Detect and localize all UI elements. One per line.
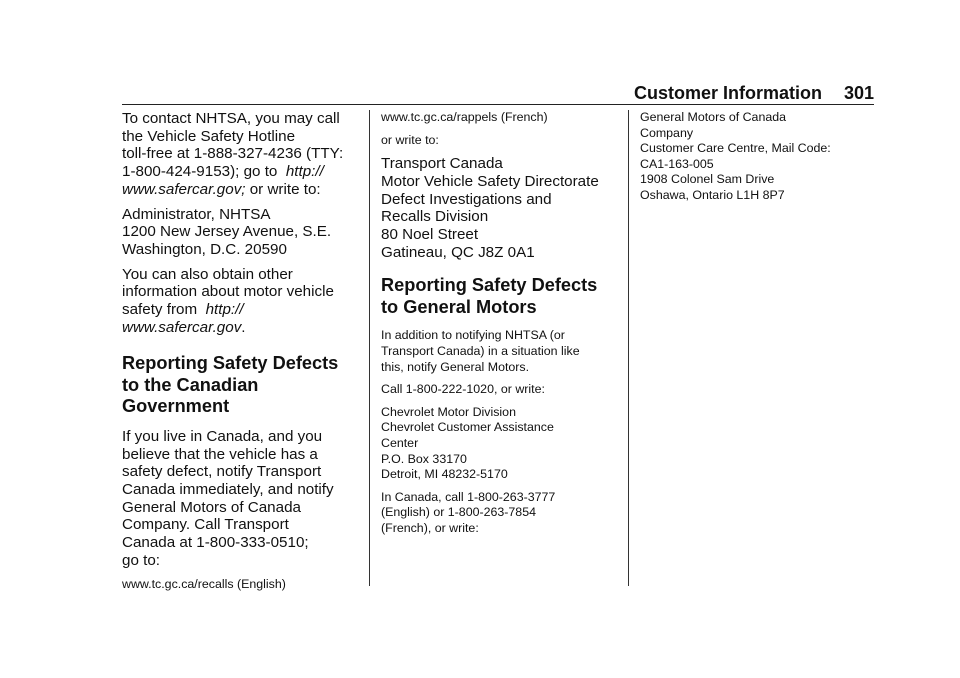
column-3 bbox=[640, 110, 876, 204]
gm-notify-paragraph: In addition to notifying NHTSA (or Transport Canada) in a situation like this, notify General Motors. bbox=[381, 328, 580, 374]
write-to-text: or write to: bbox=[381, 132, 439, 147]
gm-canada-address: General Motors of Canada Company Customer Care Centre, Mail Code: CA1-163-005 1908 Colonel Sam Drive Oshawa, Ontario L1H 8P7 bbox=[640, 110, 831, 202]
column-divider bbox=[628, 110, 629, 586]
chevrolet-address: Chevrolet Motor Division Chevrolet Customer Assistance Center P.O. Box 33170 Detroit, MI 48232-5170 bbox=[381, 404, 554, 482]
canada-paragraph: If you live in Canada, and you believe that the vehicle has a safety defect, notify Transport Canada immediately, and notify General Motors of Canada Company. Call Transport Canada at 1-800-333-0510; go to: bbox=[122, 427, 334, 569]
nhtsa-contact-paragraph: To contact NHTSA, you may call the Vehicle Safety Hotline toll-free at 1-888-327-4236 (TTY: 1-800-424-9153); go to http:// www.safercar.gov; or write to: bbox=[122, 110, 344, 198]
safercar-link[interactable]: http:// bbox=[285, 163, 324, 181]
nhtsa-address: Administrator, NHTSA 1200 New Jersey Avenue, S.E. Washington, D.C. 20590 bbox=[122, 205, 332, 258]
column-2 bbox=[381, 110, 617, 537]
safercar-link[interactable]: www.safercar.gov bbox=[122, 318, 242, 336]
gm-call-text: Call 1-800-222-1020, or write: bbox=[381, 382, 545, 397]
safercar-link[interactable]: http:// bbox=[205, 301, 244, 319]
canada-call-paragraph: In Canada, call 1-800-263-3777 (English) or 1-800-263-7854 (French), or write: bbox=[381, 489, 556, 535]
transport-canada-address: Transport Canada Motor Vehicle Safety Directorate Defect Investigations and Recalls Division 80 Noel Street Gatineau, QC J8Z 0A1 bbox=[381, 155, 599, 261]
rappels-french-url: www.tc.gc.ca/rappels (French) bbox=[381, 110, 548, 124]
gm-section-heading: Reporting Safety Defects to General Motors bbox=[381, 275, 598, 317]
other-info-paragraph: You can also obtain other information about motor vehicle safety from http:// www.safercar.gov. bbox=[122, 265, 334, 336]
page-number: 301 bbox=[843, 83, 874, 103]
column-divider bbox=[369, 110, 370, 586]
canada-section-heading: Reporting Safety Defects to the Canadian Government bbox=[122, 353, 339, 417]
section-title: Customer Information bbox=[634, 83, 823, 103]
column-1 bbox=[122, 110, 358, 592]
safercar-link[interactable]: www.safercar.gov; bbox=[122, 180, 246, 198]
page-header bbox=[122, 80, 874, 105]
recalls-english-url: www.tc.gc.ca/recalls (English) bbox=[122, 576, 286, 591]
